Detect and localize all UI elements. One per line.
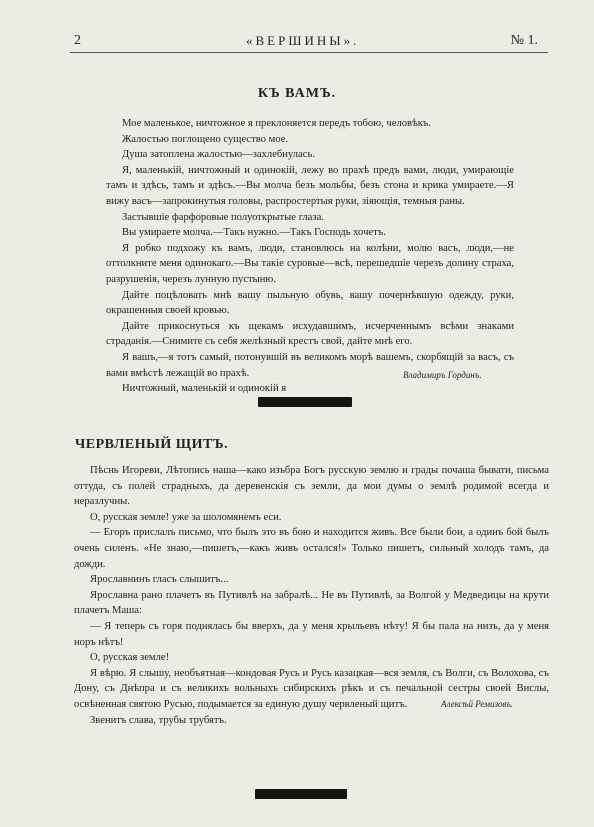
paragraph: Ярославнинъ гласъ слышитъ...: [90, 574, 229, 586]
paragraph: Ярославна рано плачетъ въ Путивлѣ на забралѣ... Не въ Путивлѣ, за Волгой у Медведицы на крути плачетъ Маша:: [74, 589, 549, 617]
paragraph: Ничтожный, маленькій и одинокій я: [122, 383, 287, 395]
paragraph: Я вѣрю. Я слышу, необъятная—кондовая Русь и Русь казацкая—вся земля, съ Волги, съ Волохова, съ Дону, съ Днѣпра и съ великихъ вольныхъ сибирскихъ рѣкъ и съ печальной сестры своей Вислы, освѣненная святою Русью, подымается за единую душу червленый щитъ.: [74, 667, 549, 710]
article-body: [106, 116, 514, 397]
paragraph: Я, маленькій, ничтожный и одинокій, лежу во прахѣ предъ вами, люди, умирающіе тамъ и здѣсь, тамъ и здѣсь.—Вы молча безъ мольбы, безъ стона и крика умираете.—Я вижу васъ—запрокинутыя головы, распростертыя руки, зіяющія, темныя раны.: [106, 164, 514, 207]
author-signature: Владимиръ Гординъ.: [403, 370, 482, 380]
paragraph: О, русская земле! уже за шоломянемъ еси.: [90, 511, 282, 523]
paragraph: — Егоръ прислалъ письмо, что былъ это въ бою и находится живъ. Все были бои, а одинъ бой былъ очень силенъ. «Не знаю,—пишетъ,—какъ живъ остался!» Только пишетъ, сильный холодъ тамъ, да дожди.: [74, 527, 549, 570]
article-title: ЧЕРВЛЕНЫЙ ЩИТЪ.: [75, 437, 229, 452]
header-rule: [70, 52, 548, 53]
paragraph: Дайте прикоснуться къ щекамъ исхудавшимъ, исчерченнымъ всѣми знаками страданія.—Снимите съ себя желѣзный крестъ свой, дайте мнѣ его.: [106, 320, 514, 348]
paragraph: Дайте поцѣловать мнѣ вашу пыльную обувь, вашу почернѣвшую одежду, руки, окрашенныя своей кровью.: [106, 289, 514, 317]
paragraph: Жалостью поглощено существо мое.: [122, 133, 289, 145]
issue-number: № 1.: [510, 33, 538, 48]
paragraph: Я вашъ,—я тотъ самый, потонувшій въ великомъ морѣ вашемъ, скорбящій за васъ, съ вами вмѣстѣ лежащій во прахѣ.: [106, 351, 514, 379]
paragraph: О, русская земле!: [90, 652, 170, 664]
page-number: 2: [74, 33, 81, 48]
paragraph: Душа затоплена жалостью—захлебнулась.: [122, 149, 315, 161]
paragraph: Вы умираете молча.—Такъ нужно.—Такъ Господь хочетъ.: [122, 227, 386, 239]
article-title: КЪ ВАМЪ.: [257, 86, 337, 101]
paragraph: Пѣснь Игореви, Лѣтопись наша—како изъбра Богъ русскую землю и грады почаша бывати, письма оттуда, съ полей страдныхъ, да деревенскія съ земли, да мои думы о землѣ родимой всегда и неразлучны.: [74, 465, 549, 508]
section-divider: [258, 397, 352, 407]
paragraph: Застывшіе фарфоровые полуоткрытые глаза.: [122, 211, 324, 223]
running-header: [74, 33, 538, 51]
paragraph: Звенитъ слава, трубы трубятъ.: [90, 714, 227, 726]
paragraph: — Я теперь съ горя поднялась бы вверхъ, да у меня крыльевъ нѣту! Я бы пала на низъ, да у меня норъ нѣтъ!: [74, 620, 549, 648]
journal-title: «ВЕРШИНЫ».: [246, 33, 360, 48]
paragraph: Я робко подхожу къ вамъ, люди, становлюсь на колѣни, молю васъ, люди,—не оттолкните меня одинокаго.—Вы такіе суровые—всѣ, перешедшіе черезъ долину страха, разрушенія, черезъ лунную пустыню.: [106, 242, 514, 285]
section-divider: [255, 789, 347, 799]
paragraph: Мое маленькое, ничтожное я преклоняется передъ тобою, человѣкъ.: [122, 118, 432, 129]
article-body: [74, 463, 549, 728]
author-signature: Алексѣй Ремизовъ.: [441, 699, 514, 709]
